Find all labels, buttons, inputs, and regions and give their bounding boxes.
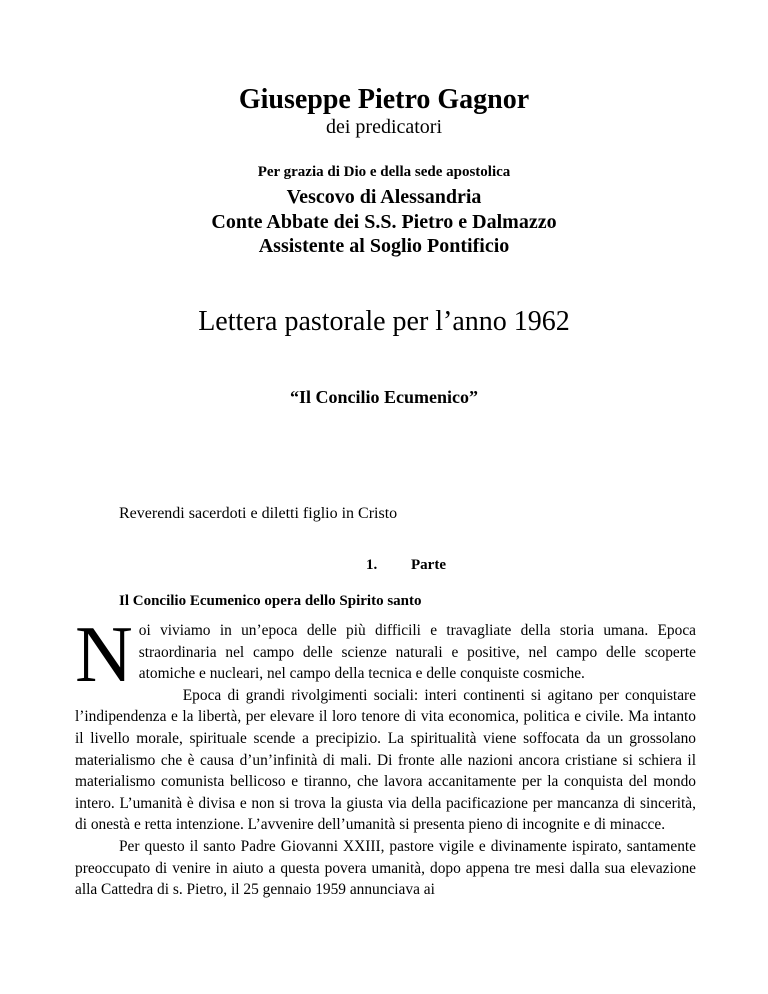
abbot-title: Conte Abbate dei S.S. Pietro e Dalmazzo [211, 211, 557, 233]
letter-title: Lettera pastorale per l’anno 1962 [198, 306, 570, 337]
paragraph-1: oi viviamo in un’epoca delle più difficili e travagliate della storia umana. Epoca straordinaria nel campo delle scienze naturali e positive, nel campo delle scoperte atomiche e nucleari, nel campo della tecnica e delle conquiste cosmiche. [138, 622, 696, 683]
greeting: Reverendi sacerdoti e diletti figlio in Cristo [119, 505, 398, 522]
author-order: dei predicatori [325, 116, 443, 138]
drop-cap: N [75, 611, 133, 699]
grace-line: Per grazia di Dio e della sede apostolica [257, 164, 511, 180]
paragraph-2: Epoca di grandi rivolgimenti sociali: interi continenti si agitano per conquistare l’indipendenza e la libertà, per elevare il loro tenore di vita economica, politica e civile. Ma intanto il livello morale, spirituale scende a precipizio. La spiritualità viene soffocata da un grossolano materialismo che è causa d’un’infinità di mali. Di fronte alle nazioni ancora cristiane si schiera il materialismo comunista bellicoso e tiranno, che lavora accanitamente per la conquista del mondo intero. L’umanità è divisa e non si trova la giusta via della pacificazione per mancanza di sincerità, di onestà e retta intenzione. L’avvenire dell’umanità si presenta pieno di incognite e di minacce. [75, 686, 696, 834]
paragraph-3: Per questo il santo Padre Giovanni XXIII, pastore vigile e divinamente ispirato, santamente preoccupato di venire in aiuto a questa povera umanità, dopo appena tre mesi dalla sua elevazione alla Cattedra di s. Pietro, il 25 gennaio 1959 annunciava ai [75, 837, 696, 899]
assistant-title: Assistente al Soglio Pontificio [258, 235, 510, 257]
author-name: Giuseppe Pietro Gagnor [238, 84, 530, 115]
section-heading: Il Concilio Ecumenico opera dello Spirito santo [119, 593, 422, 609]
bishop-title: Vescovo di Alessandria [286, 186, 482, 208]
part-label: Parte [411, 557, 446, 573]
body-text [75, 611, 696, 901]
part-number: 1. [366, 557, 378, 573]
letter-subject: “Il Concilio Ecumenico” [290, 387, 478, 407]
